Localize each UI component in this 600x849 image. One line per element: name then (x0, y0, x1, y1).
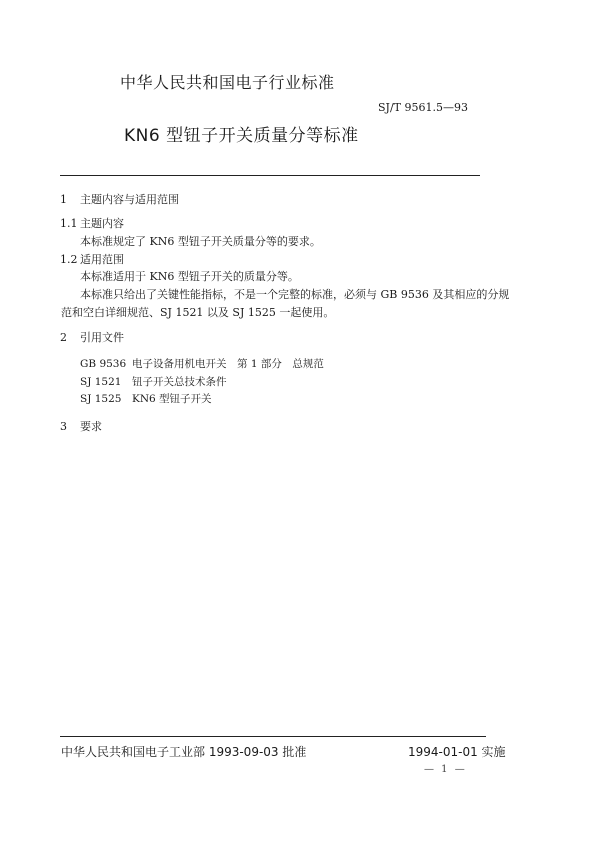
section-1-1-text: 本标准规定了 KN6 型钮子开关质量分等的要求。 (80, 235, 321, 248)
reference-row (80, 374, 227, 389)
bottom-divider (60, 736, 486, 737)
section-1-2-text-1: 本标准适用于 KN6 型钮子开关的质量分等。 (80, 270, 299, 283)
section-title: 要求 (80, 420, 102, 433)
reference-description: 钮子开关总技术条件 (132, 376, 227, 388)
section-number: 3 (60, 420, 67, 433)
standard-code: SJ/T 9561.5—93 (378, 101, 468, 114)
section-number: 2 (60, 331, 67, 344)
reference-code: GB 9536 (80, 358, 127, 370)
section-1-2-text-2: 本标准只给出了关键性能指标，不是一个完整的标准，必须与 GB 9536 及其相应的分规 (80, 288, 510, 301)
top-divider (60, 175, 480, 176)
section-title: 适用范围 (80, 253, 124, 266)
reference-description: 电子设备用机电开关 第 1 部分 总规范 (132, 358, 324, 370)
section-title: 主题内容 (80, 217, 124, 230)
reference-row (80, 391, 212, 406)
reference-description: KN6 型钮子开关 (132, 393, 212, 405)
section-1-2-heading (60, 251, 124, 267)
approval-line: 中华人民共和国电子工业部 1993-09-03 批准 (61, 745, 307, 759)
section-title: 主题内容与适用范围 (80, 193, 179, 206)
effective-date: 1994-01-01 实施 (408, 745, 506, 759)
page-number: — 1 — (424, 764, 467, 775)
reference-code: SJ 1525 (80, 393, 122, 405)
section-number: 1 (60, 193, 67, 206)
section-1-1-heading (60, 215, 124, 231)
reference-row (80, 356, 324, 371)
section-number: 1.2 (60, 253, 78, 266)
issuing-standard-category: 中华人民共和国电子行业标准 (120, 73, 335, 92)
reference-code: SJ 1521 (80, 376, 122, 388)
section-title: 引用文件 (80, 331, 124, 344)
section-number: 1.1 (60, 217, 78, 230)
section-1-heading (60, 191, 179, 207)
section-1-2-text-3: 范和空白详细规范、SJ 1521 以及 SJ 1525 一起使用。 (61, 306, 335, 319)
section-3-heading (60, 418, 102, 434)
document-title: KN6 型钮子开关质量分等标准 (124, 126, 359, 146)
section-2-heading (60, 329, 124, 345)
